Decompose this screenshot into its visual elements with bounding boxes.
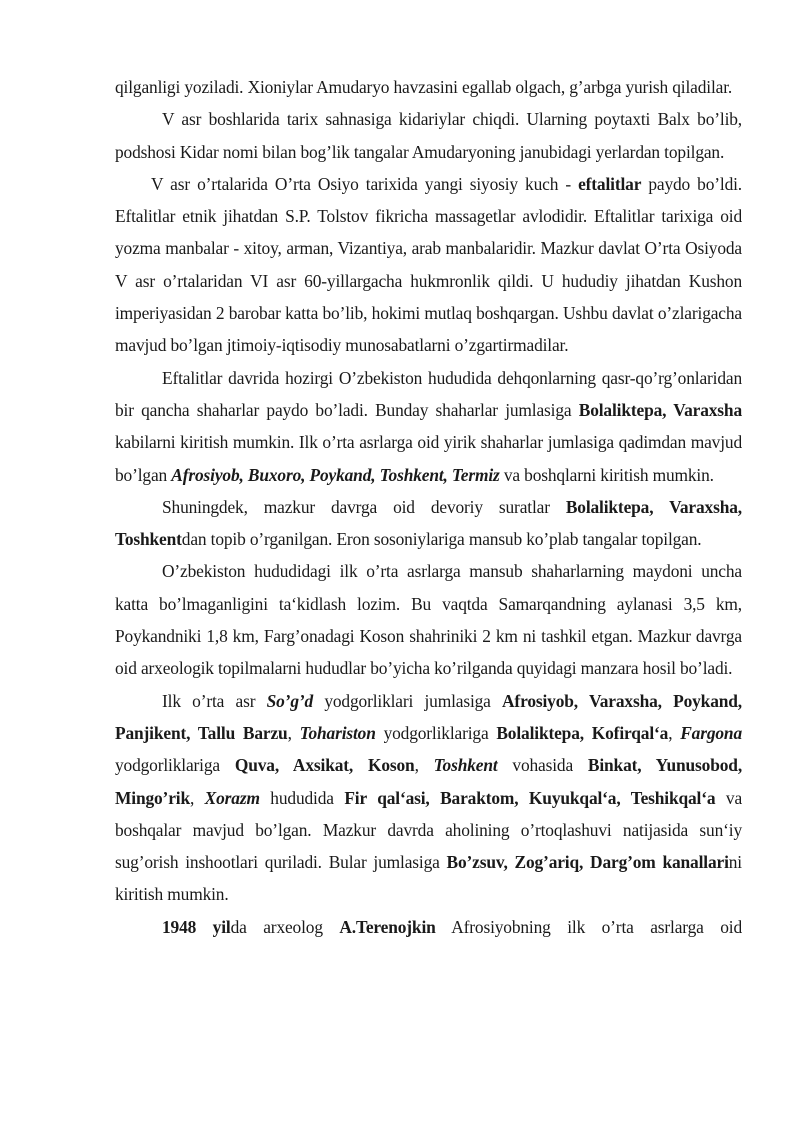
bold-term: A.Terenojkin bbox=[339, 916, 436, 937]
text-run: yodgorliklariga bbox=[375, 722, 497, 743]
bold-term: Fir qal‘asi, Baraktom, Kuyukqal‘a, Teshikqal‘a bbox=[344, 787, 716, 808]
bold-italic-term: Xorazm bbox=[204, 787, 260, 808]
bold-italic-term: Toshkent bbox=[433, 755, 498, 776]
text-run: da arxeolog bbox=[230, 916, 340, 937]
text-run: yodgorliklariga bbox=[115, 755, 235, 776]
text-run: Shuningdek, mazkur davrga oid devoriy suratlar bbox=[162, 496, 566, 517]
bold-italic-term: Afrosiyob, Buxoro, Poykand, Toshkent, Termiz bbox=[171, 464, 500, 485]
text-run: paydo bo’ldi. Eftalitlar etnik jihatdan S.P. Tolstov fikricha massagetlar avlodidir. Eftalitlar tarixiga oid yozma manbalar - xitoy, arman, Vizantiya, arab manbalaridir. Mazkur davlat O’rta Osiyoda V asr o’rtalaridan VI asr 60-yillargacha hukmronlik qildi. U hududiy jihatdan Kushon imperiyasidan 2 barobar katta bo’lib, hokimi mutlaq boshqargan. Ushbu davlat o’zlarigacha mavjud bo’lgan jtimoiy-iqtisodiy munosabatlarni o’zgartirmadilar. bbox=[115, 173, 743, 356]
paragraph-p3 bbox=[115, 168, 742, 362]
text-run: Afrosiyobning ilk o’rta asrlarga oid bbox=[435, 916, 743, 937]
text-run: va boshqalar mavjud bo’lgan. Mazkur davrda aholining o’rtoqlashuvi natijasida sun‘iy sug’orish inshootlari quriladi. Bular jumlasiga bbox=[115, 787, 743, 873]
text-run: va boshqlarni kiritish mumkin. bbox=[499, 464, 714, 485]
bold-italic-term: Fargona bbox=[680, 722, 742, 743]
bold-term: Bo’zsuv, Zog’ariq, Darg’om kanallari bbox=[446, 852, 729, 873]
bold-term: Afrosiyob, Varaxsha, Poykand, Panjikent, Tallu Barzu bbox=[115, 690, 742, 743]
bold-term: Bolaliktepa, Varaxsha, Toshkent bbox=[115, 496, 742, 550]
paragraph-p4 bbox=[115, 362, 742, 491]
text-run: yodgorliklari jumlasiga bbox=[313, 690, 503, 711]
text-run: hududida bbox=[259, 787, 345, 808]
text-run: kabilarni kiritish mumkin. Ilk o’rta asrlarga oid yirik shaharlar jumlasiga qadimdan mavjud bo’lgan bbox=[115, 432, 742, 485]
bold-term: Binkat, Yunusobod, Mingo’rik bbox=[115, 755, 743, 808]
bold-term: 1948 yil bbox=[162, 916, 231, 937]
text-run: V asr boshlarida tarix sahnasiga kidariylar chiqdi. Ularning poytaxti Balx bo’lib, podshosi Kidar nomi bilan bog’lik tangalar Amudaryoning janubidagi yerlardan topilgan. bbox=[115, 109, 742, 162]
text-run: Ilk o’rta asr bbox=[162, 690, 267, 711]
paragraph-p5 bbox=[115, 491, 742, 556]
paragraph-p1 bbox=[115, 71, 742, 103]
bold-italic-term: Tohariston bbox=[299, 722, 376, 743]
paragraph-p2 bbox=[115, 103, 742, 168]
text-run: Eftalitlar davrida hozirgi O’zbekiston hududida dehqonlarning qasr-qo’rg’onlaridan bir qancha shaharlar paydo bo’ladi. Bunday shaharlar jumlasiga bbox=[115, 367, 742, 420]
text-run: qilganligi yoziladi. Xioniylar Amudaryo havzasini egallab olgach, g’arbga yurish qiladilar. bbox=[115, 77, 733, 97]
paragraph-p8 bbox=[115, 911, 742, 943]
text-run: V asr o’rtalarida O’rta Osiyo tarixida yangi siyosiy kuch - bbox=[151, 173, 579, 194]
bold-term: Bolaliktepa, Kofirqal‘a bbox=[496, 722, 669, 743]
text-run: , bbox=[414, 755, 434, 776]
bold-italic-term: So’g’d bbox=[266, 690, 314, 711]
text-run: , bbox=[189, 787, 205, 808]
text-run: vohasida bbox=[497, 755, 588, 776]
bold-term: eftalitlar bbox=[578, 173, 642, 194]
paragraph-p7 bbox=[115, 685, 742, 911]
text-run: O’zbekiston hududidagi ilk o’rta asrlarga mansub shaharlarning maydoni uncha katta bo’lmaganligini ta‘kidlash lozim. Bu vaqtda Samarqandning aylanasi 3,5 km, Poykandniki 1,8 km, Farg’onadagi Koson shahriniki 2 km ni tashkil etgan. Mazkur davrga oid arxeologik topilmalarni hududlar bo’yicha ko’rilganda quyidagi manzara hosil bo’ladi. bbox=[115, 561, 742, 679]
text-run: , bbox=[287, 722, 300, 743]
bold-term: Bolaliktepa, Varaxsha bbox=[578, 399, 742, 420]
bold-term: Quva, Axsikat, Koson bbox=[234, 755, 415, 776]
paragraph-p6 bbox=[115, 555, 742, 684]
text-run: ni kiritish mumkin. bbox=[115, 852, 742, 905]
text-run: dan topib o’rganilgan. Eron sosoniylariga mansub ko’plab tangalar topilgan. bbox=[181, 529, 702, 550]
text-run: , bbox=[668, 722, 681, 743]
document-page bbox=[115, 71, 742, 943]
